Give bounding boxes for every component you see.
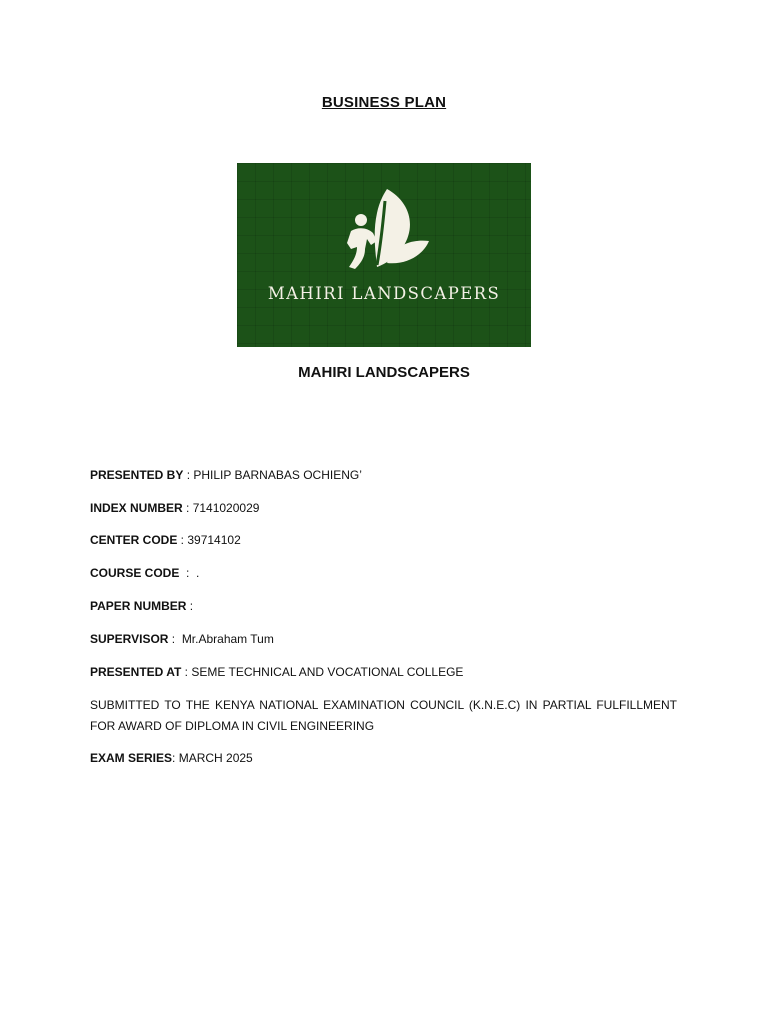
company-name: MAHIRI LANDSCAPERS xyxy=(298,364,470,381)
document-title: BUSINESS PLAN xyxy=(321,94,447,111)
field-label: PRESENTED BY xyxy=(90,468,184,482)
field-label: INDEX NUMBER xyxy=(90,501,183,515)
leaf-person-icon xyxy=(337,183,433,279)
field-separator: : xyxy=(179,566,197,580)
logo-text: MAHIRI LANDSCAPERS xyxy=(267,284,501,303)
field-separator: : xyxy=(177,533,188,547)
supervisor-field xyxy=(90,629,680,649)
field-separator: : xyxy=(168,632,182,646)
center-code-field xyxy=(90,530,680,550)
paper-number-field xyxy=(90,596,680,616)
field-label: PAPER NUMBER xyxy=(90,599,187,613)
field-separator: : xyxy=(172,751,179,765)
presented-by-field xyxy=(90,465,680,485)
field-separator: : xyxy=(181,665,192,679)
field-label: SUPERVISOR xyxy=(90,632,169,646)
exam-series-field xyxy=(90,748,680,768)
field-value: Mr.Abraham Tum xyxy=(181,632,274,646)
presented-at-field xyxy=(90,662,680,682)
index-number-field xyxy=(90,498,680,518)
field-value: PHILIP BARNABAS OCHIENG’ xyxy=(193,468,362,482)
field-value: 7141020029 xyxy=(192,501,260,515)
field-label: EXAM SERIES xyxy=(90,751,173,765)
field-value: SEME TECHNICAL AND VOCATIONAL COLLEGE xyxy=(191,665,464,679)
field-value: . xyxy=(196,566,200,580)
submission-statement: SUBMITTED TO THE KENYA NATIONAL EXAMINATION COUNCIL (K.N.E.C) IN PARTIAL FULFILLMENT FOR AWARD OF DIPLOMA IN CIVIL ENGINEERING xyxy=(90,698,677,733)
course-code-field xyxy=(90,563,680,583)
field-label: COURSE CODE xyxy=(90,566,180,580)
field-value: 39714102 xyxy=(187,533,241,547)
field-separator: : xyxy=(186,599,194,613)
field-label: CENTER CODE xyxy=(90,533,178,547)
field-separator: : xyxy=(183,468,194,482)
company-logo xyxy=(237,163,531,347)
field-label: PRESENTED AT xyxy=(90,665,182,679)
field-value: MARCH 2025 xyxy=(178,751,253,765)
field-separator: : xyxy=(182,501,193,515)
